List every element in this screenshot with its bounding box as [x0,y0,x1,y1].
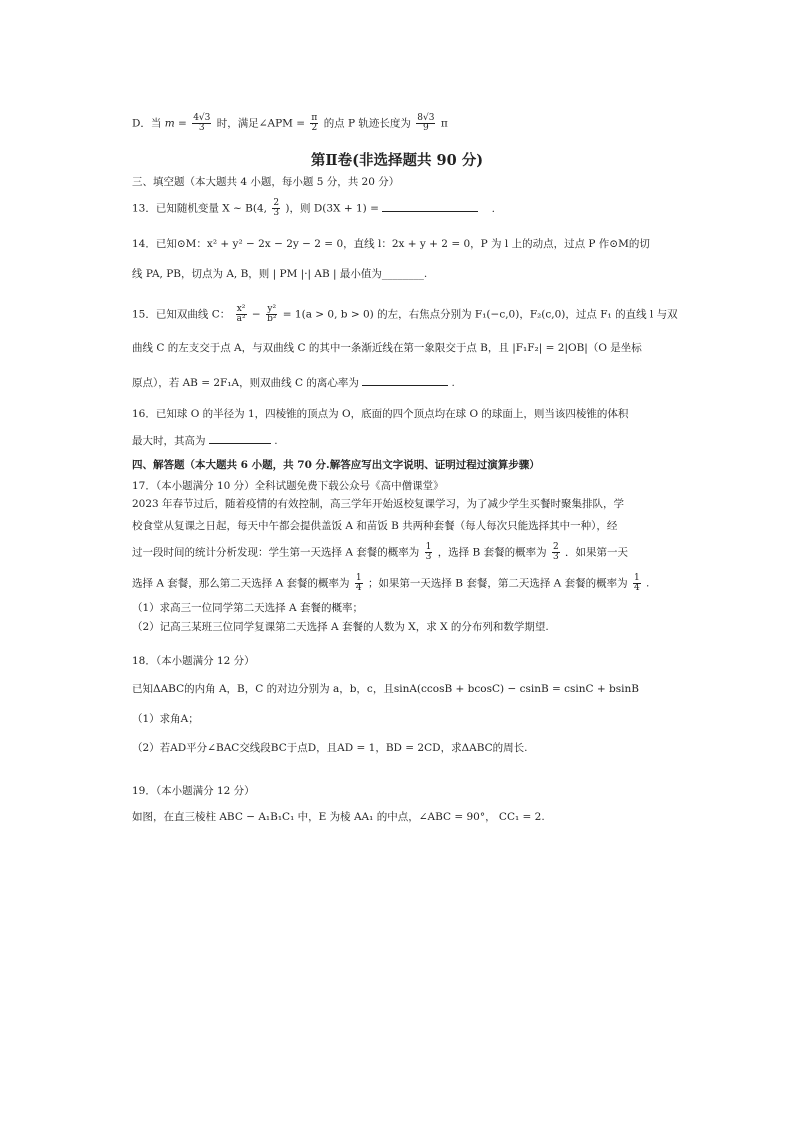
fraction-angle: $\frac{\pi}{2}$ [311,113,318,133]
fraction-y2b2: $\frac{\text{y²}}{\text{b²}}$ [267,304,277,324]
question-16-line2: 最大时，其高为 . [132,432,672,449]
section4-heading: 四、解答题（本大题共 6 小题，共 70 分.解答应写出文字说明、证明过程过演算步骤） [132,459,540,471]
answer-blank-15[interactable] [362,374,448,386]
answer-blank-13[interactable] [382,200,478,212]
question-16-line1: 16．已知球 O 的半径为 1，四棱锥的顶点为 O，底面的四个顶点均在球 O 的球面上，则当该四棱锥的体积 [132,408,629,420]
fraction-p2: $\frac{2}{3}$ [552,542,559,562]
question-17-line4: 选择 A 套餐，那么第二天选择 A 套餐的概率为 $\frac{1}{4}$ ；如果第一天选择 B 套餐，第二天选择 A 套餐的概率为 $\frac{1}{4}$ . [132,573,650,593]
fraction-p3: $\frac{1}{4}$ [355,573,362,593]
answer-blank-16[interactable] [209,432,271,444]
part2-heading: 第Ⅱ卷(非选择题共 90 分) [310,152,484,169]
question-18-line1: 已知ΔABC的内角 A，B，C 的对边分别为 a，b，c，且sinA(ccosB + bcosC) − csinB = csinC + bsinB [132,683,640,695]
question-17-line3: 过一段时间的统计分析发现：学生第一天选择 A 套餐的概率为 $\frac{1}{3}$ ，选择 B 套餐的概率为 $\frac{2}{3}$ ．如果第一天 [132,542,629,562]
question-18-header: 18．（本小题满分 12 分） [132,655,255,667]
option-d-mid: 时，满足∠APM = [216,117,306,130]
question-17-line1: 2023 年春节过后，随着疫情的有效控制，高三学年开始返校复课学习，为了减少学生买餐时聚集排队，学 [132,498,625,510]
question-18-sub2: （2）若AD平分∠BAC交线段BC于点D，且AD = 1，BD = 2CD，求ΔABC的周长. [132,742,528,754]
question-19-line1: 如图，在直三棱柱 ABC − A₁B₁C₁ 中，E 为棱 AA₁ 的中点，∠ABC = 90°， CC₁ = 2. [132,811,545,823]
fraction-p1: $\frac{1}{3}$ [425,542,432,562]
fraction-length: $\frac{8√3}{9}$ [417,113,435,133]
option-d-tail: 的点 P 轨迹长度为 [323,117,411,130]
question-18-sub1: （1）求角A； [132,713,199,725]
question-19-header: 19．（本小题满分 12 分） [132,785,255,797]
question-17-sub2: （2）记高三某班三位同学复课第二天选择 A 套餐的人数为 X，求 X 的分布列和数学期望. [132,621,549,633]
option-d: D．当 m = $\frac{4√3}{3}$ 时，满足∠APM = $\frac{\pi}{2}$ 的点 P 轨迹长度为 $\frac{8√3}{9}$ π [132,113,448,133]
question-13: 13．已知随机变量 X ~ B(4, $\frac{2}{3}$ )，则 D(3X + 1) = . [132,198,495,218]
fraction-x2a2: $\frac{\text{x²}}{\text{a²}}$ [236,304,246,324]
fraction-m: $\frac{4√3}{3}$ [193,113,211,133]
section3-heading: 三、填空题（本大题共 4 小题，每小题 5 分，共 20 分） [132,176,400,188]
fraction-p4: $\frac{1}{4}$ [633,573,640,593]
option-d-prefix: D．当 [132,117,162,130]
question-15-line2: 曲线 C 的左支交于点 A，与双曲线 C 的其中一条渐近线在第一象限交于点 B，且 |F₁F₂| = 2|OB|（O 是坐标 [132,342,642,354]
question-15-line3: 原点），若 AB = 2F₁A，则双曲线 C 的离心率为 . [132,374,672,391]
question-14-line2: 线 PA, PB，切点为 A, B，则 | PM |·| AB | 最小值为________. [132,268,428,280]
question-17-header: 17．（本小题满分 10 分）全科试题免费下载公众号《高中僧课堂》 [132,480,444,492]
fraction-q13: $\frac{2}{3}$ [273,198,280,218]
question-15-line1: 15．已知双曲线 C： $\frac{\text{x²}}{\text{a²}}$ − $\frac{\text{y²}}{\text{b²}}$ = 1(a > 0, b > 0) 的左，右焦点分别为 F₁(−c,0)，F₂(c,0)，过点 F₁ 的直线 l 与双 [132,304,678,324]
question-17-line2: 校食堂从复课之日起，每天中午都会提供盖饭 A 和苗饭 B 共两种套餐（每人每次只能选择其中一种），经 [132,520,618,532]
question-14-line1: 14．已知⊙M：x² + y² − 2x − 2y − 2 = 0，直线 l：2x + y + 2 = 0，P 为 l 上的动点，过点 P 作⊙M的切 [132,238,650,250]
option-d-var: m = [164,117,187,130]
question-17-sub1: （1）求高三一位同学第二天选择 A 套餐的概率； [132,602,363,614]
